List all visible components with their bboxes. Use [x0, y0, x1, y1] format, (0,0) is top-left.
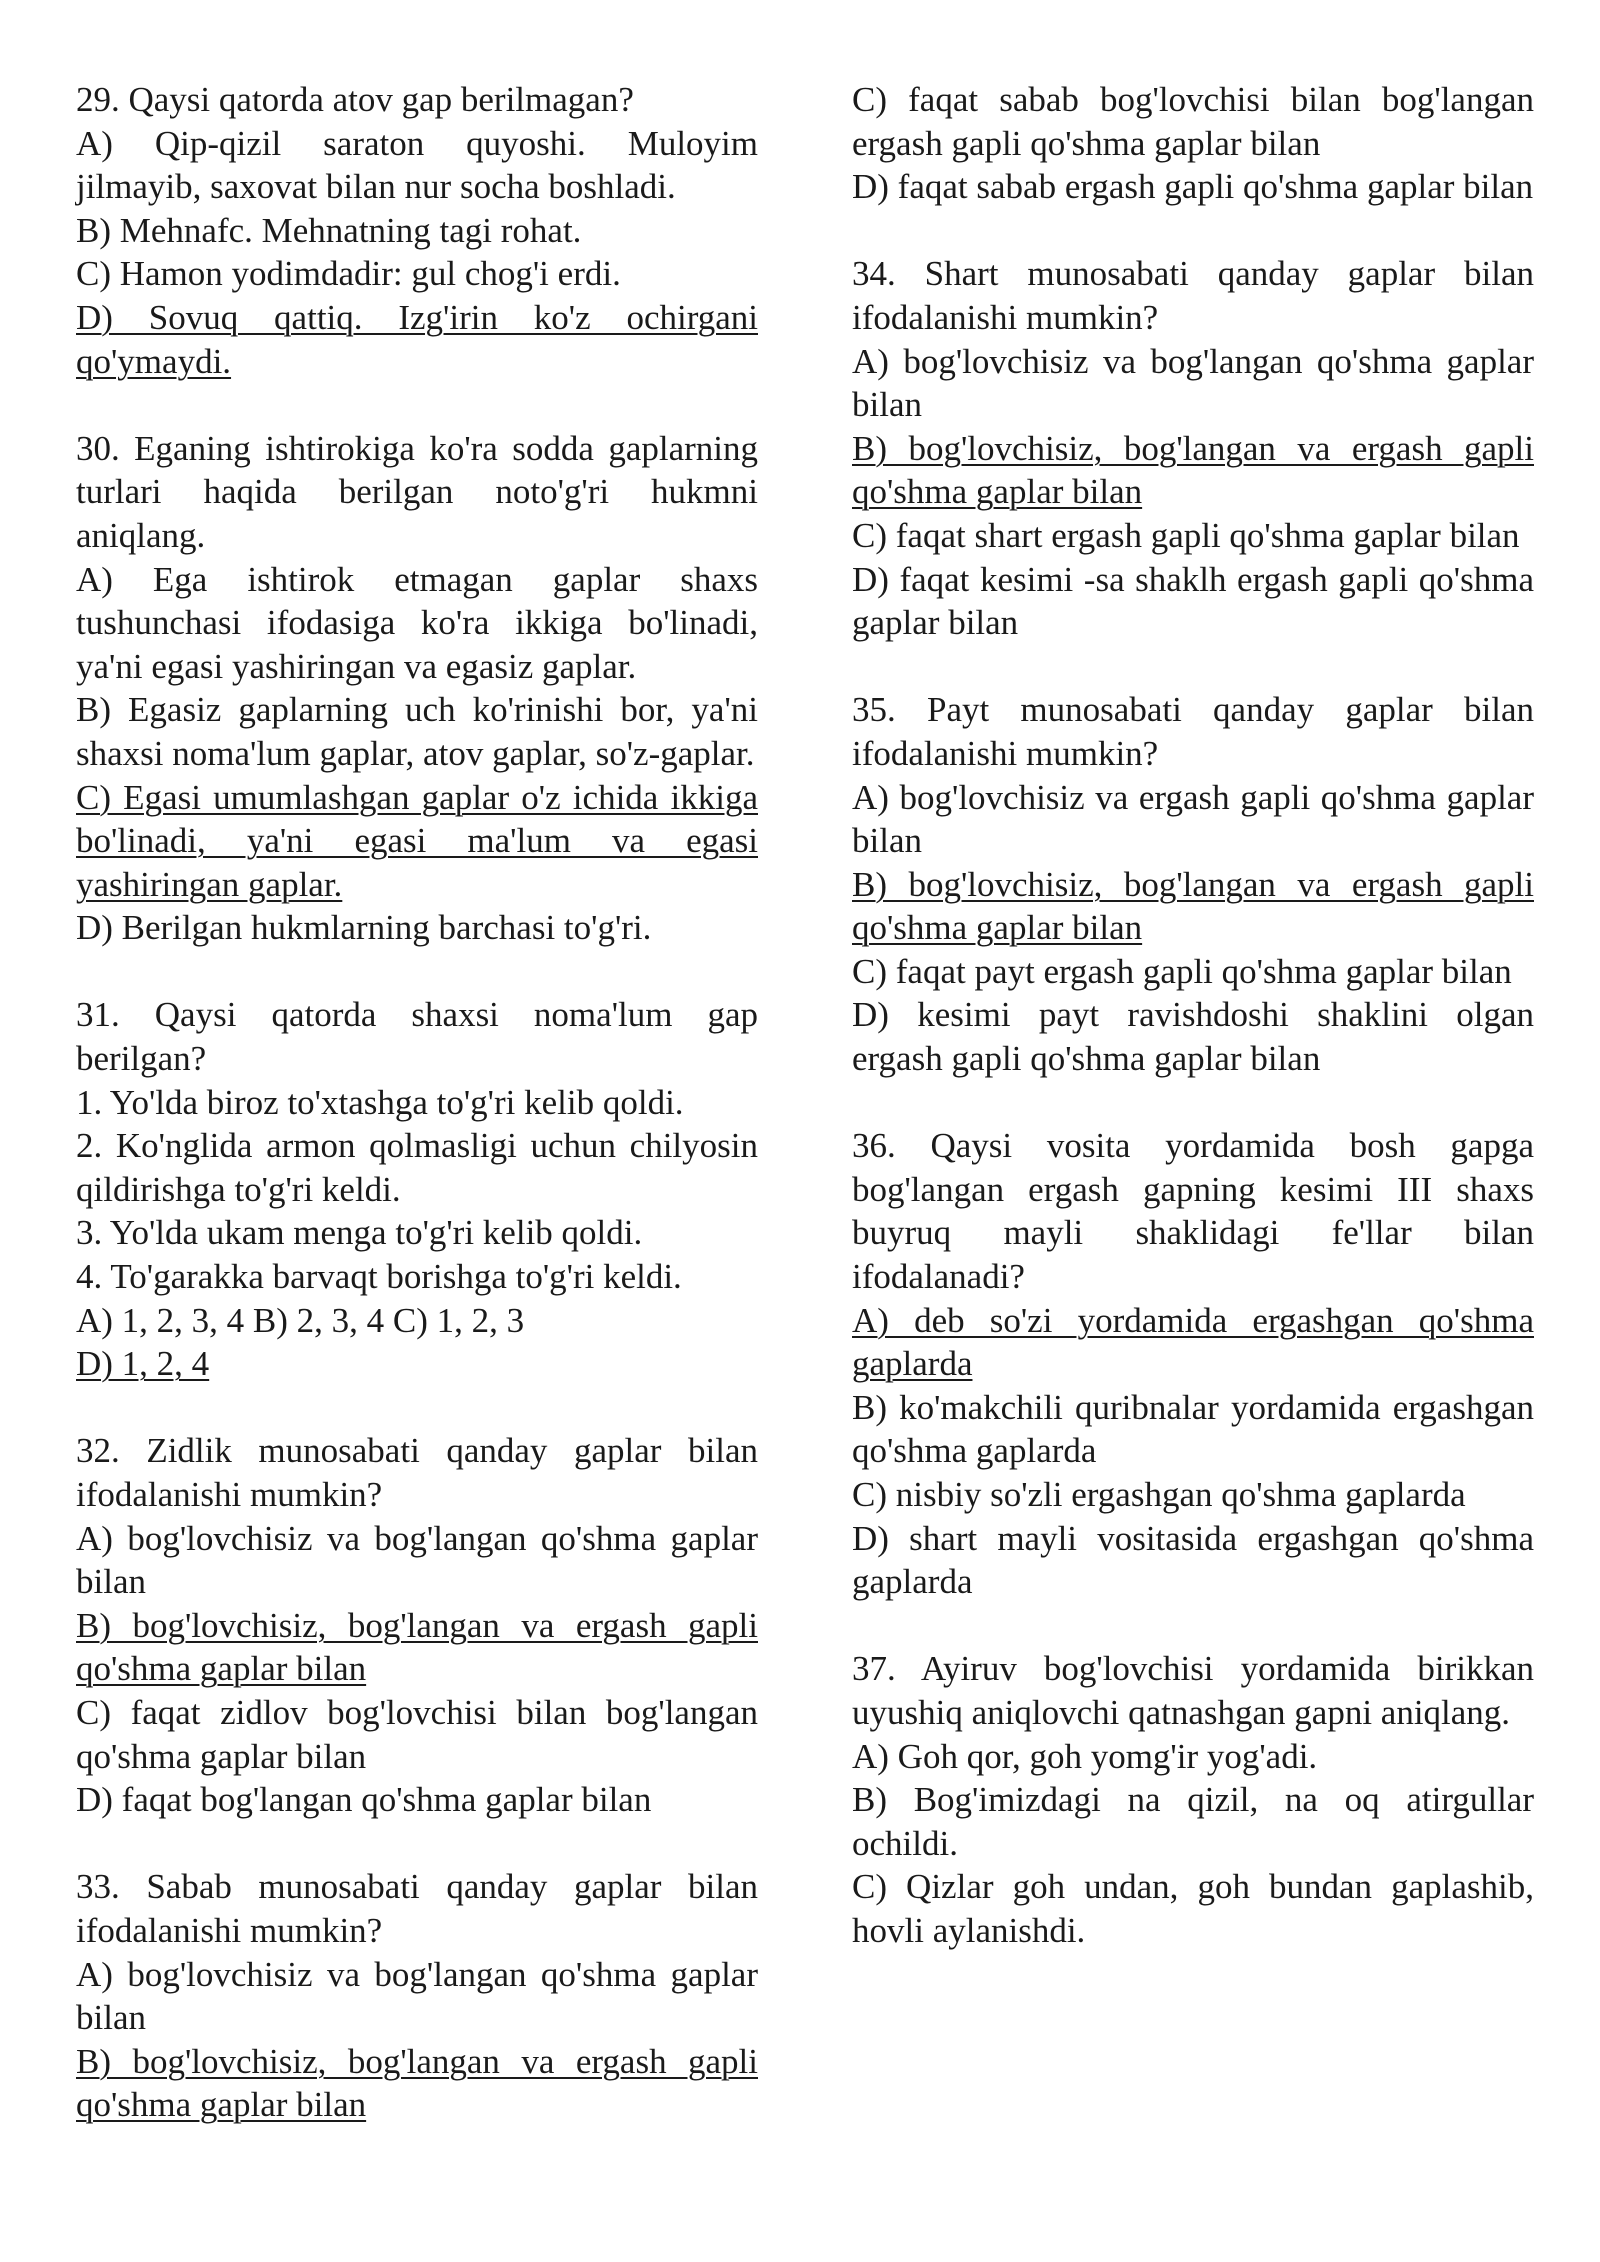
question-block-q32 — [76, 1429, 758, 1821]
text-line — [76, 1081, 758, 1125]
text-line — [76, 209, 758, 253]
question-block-q35 — [852, 688, 1534, 1080]
line-text: 36. Qaysi vosita yordamida bosh gapga bog'langan ergash gapning kesimi III shaxs buyruq mayli shaklidagi fe'llar bilan ifodalanadi? — [852, 1126, 1534, 1297]
text-line — [76, 1517, 758, 1604]
line-text: D) Berilgan hukmlarning barchasi to'g'ri. — [76, 908, 652, 948]
left-column — [76, 78, 758, 2171]
line-text: D) shart mayli vositasida ergashgan qo'shma gaplarda — [852, 1518, 1534, 1602]
text-line — [852, 688, 1534, 775]
line-text: 33. Sabab munosabati qanday gaplar bilan ifodalanishi mumkin? — [76, 1867, 758, 1950]
text-line — [852, 993, 1534, 1080]
line-text: 37. Ayiruv bog'lovchisi yordamida birikkan uyushiq aniqlovchi qatnashgan gapni aniqlang. — [852, 1649, 1534, 1732]
question-block-q30 — [76, 427, 758, 950]
answer-line-correct — [852, 1299, 1534, 1386]
line-text: 35. Payt munosabati qanday gaplar bilan ifodalanishi mumkin? — [852, 690, 1534, 773]
line-text: C) nisbiy so'zli ergashgan qo'shma gaplarda — [852, 1475, 1466, 1514]
text-line — [852, 1473, 1534, 1517]
line-text: C) faqat shart ergash gapli qo'shma gaplar bilan — [852, 515, 1520, 555]
line-text: A) bog'lovchisiz va bog'langan qo'shma gaplar bilan — [852, 341, 1534, 425]
line-text: D) 1, 2, 4 — [76, 1344, 210, 1384]
line-text: B) bog'lovchisiz, bog'langan va ergash gapli qo'shma gaplar bilan — [76, 1605, 758, 1689]
answer-line-correct — [76, 1604, 758, 1691]
text-line — [852, 1517, 1534, 1604]
line-text: D) kesimi payt ravishdoshi shaklini olgan ergash gapli qo'shma gaplar bilan — [852, 995, 1534, 1079]
line-text: A) bog'lovchisiz va ergash gapli qo'shma gaplar bilan — [852, 777, 1534, 861]
answer-line-correct — [852, 863, 1534, 950]
line-text: A) bog'lovchisiz va bog'langan qo'shma gaplar bilan — [76, 1518, 758, 1602]
text-line — [852, 1386, 1534, 1473]
line-text: B) ko'makchili quribnalar yordamida ergashgan qo'shma gaplarda — [852, 1387, 1534, 1471]
text-line — [76, 1211, 758, 1255]
answer-line-correct — [76, 776, 758, 907]
line-text: 32. Zidlik munosabati qanday gaplar bilan ifodalanishi mumkin? — [76, 1431, 758, 1514]
line-text: D) Sovuq qattiq. Izg'irin ko'z ochirgani qo'ymaydi. — [76, 297, 758, 381]
question-block-q36 — [852, 1124, 1534, 1604]
line-text: C) Egasi umumlashgan gaplar o'z ichida ikkiga bo'linadi, ya'ni egasi ma'lum va egasi yashiringan gaplar. — [76, 777, 758, 904]
text-line — [852, 1778, 1534, 1865]
text-line — [76, 427, 758, 558]
line-text: B) bog'lovchisiz, bog'langan va ergash gapli qo'shma gaplar bilan — [852, 864, 1534, 948]
line-text: A) bog'lovchisiz va bog'langan qo'shma gaplar bilan — [76, 1954, 758, 2038]
text-line — [852, 950, 1534, 994]
line-text: 1. Yo'lda biroz to'xtashga to'g'ri kelib qoldi. — [76, 1082, 684, 1122]
line-text: B) Egasiz gaplarning uch ko'rinishi bor, ya'ni shaxsi noma'lum gaplar, atov gaplar, so'z-gaplar. — [76, 690, 758, 773]
text-line — [76, 122, 758, 209]
answer-line-correct — [852, 427, 1534, 514]
line-text: B) bog'lovchisiz, bog'langan va ergash gapli qo'shma gaplar bilan — [76, 2041, 758, 2125]
line-text: 4. To'garakka barvaqt borishga to'g'ri keldi. — [76, 1257, 682, 1297]
text-line — [76, 252, 758, 296]
question-block-q31 — [76, 993, 758, 1385]
question-block-q33-cont — [852, 78, 1534, 209]
text-line — [76, 1255, 758, 1299]
text-line — [852, 1735, 1534, 1779]
line-text: A) Qip-qizil saraton quyoshi. Muloyim jilmayib, saxovat bilan nur socha boshladi. — [76, 123, 758, 207]
question-block-q29 — [76, 78, 758, 383]
line-text: B) Mehnafc. Mehnatning tagi rohat. — [76, 210, 582, 250]
question-block-q37 — [852, 1647, 1534, 1952]
line-text: 31. Qaysi qatorda shaxsi noma'lum gap berilgan? — [76, 995, 758, 1079]
text-line — [852, 514, 1534, 558]
question-block-q33 — [76, 1865, 758, 2127]
text-line — [76, 1691, 758, 1778]
right-column — [852, 78, 1534, 1996]
line-text: 2. Ko'nglida armon qolmasligi uchun chilyosin qildirishga to'g'ri keldi. — [76, 1126, 758, 1209]
text-line — [852, 776, 1534, 863]
text-line — [76, 1429, 758, 1516]
text-line — [76, 906, 758, 950]
line-text: D) faqat sabab ergash gapli qo'shma gaplar bilan — [852, 167, 1534, 207]
text-line — [852, 558, 1534, 645]
text-line — [76, 78, 758, 122]
text-line — [852, 165, 1534, 209]
line-text: A) 1, 2, 3, 4 B) 2, 3, 4 C) 1, 2, 3 — [76, 1300, 525, 1340]
text-line — [852, 340, 1534, 427]
text-line — [76, 558, 758, 689]
line-text: D) faqat kesimi -sa shaklh ergash gapli qo'shma gaplar bilan — [852, 559, 1534, 643]
answer-line-correct — [76, 296, 758, 383]
line-text: 3. Yo'lda ukam menga to'g'ri kelib qoldi. — [76, 1213, 643, 1253]
line-text: C) faqat payt ergash gapli qo'shma gaplar bilan — [852, 951, 1512, 991]
answer-line-correct — [76, 2040, 758, 2127]
line-text: C) faqat zidlov bog'lovchisi bilan bog'langan qo'shma gaplar bilan — [76, 1692, 758, 1776]
question-block-q34 — [852, 252, 1534, 644]
text-line — [852, 252, 1534, 339]
line-text: C) Hamon yodimdadir: gul chog'i erdi. — [76, 254, 621, 294]
text-line — [852, 1124, 1534, 1298]
text-line — [76, 1299, 758, 1343]
text-line — [76, 1865, 758, 1952]
text-line — [76, 1124, 758, 1211]
line-text: C) Qizlar goh undan, goh bundan gaplashib, hovli aylanishdi. — [852, 1867, 1534, 1950]
line-text: C) faqat sabab bog'lovchisi bilan bog'langan ergash gapli qo'shma gaplar bilan — [852, 80, 1534, 163]
text-line — [76, 688, 758, 775]
answer-line-correct — [76, 1342, 758, 1386]
line-text: 34. Shart munosabati qanday gaplar bilan ifodalanishi mumkin? — [852, 254, 1534, 337]
line-text: B) Bog'imizdagi na qizil, na oq atirgullar ochildi. — [852, 1780, 1534, 1863]
text-line — [852, 1865, 1534, 1952]
line-text: B) bog'lovchisiz, bog'langan va ergash gapli qo'shma gaplar bilan — [852, 428, 1534, 512]
text-line — [76, 993, 758, 1080]
line-text: 29. Qaysi qatorda atov gap berilmagan? — [76, 80, 634, 119]
text-line — [852, 78, 1534, 165]
text-line — [76, 1778, 758, 1822]
line-text: A) deb so'zi yordamida ergashgan qo'shma gaplarda — [852, 1300, 1534, 1384]
text-line — [852, 1647, 1534, 1734]
line-text: 30. Eganing ishtirokiga ko'ra sodda gaplarning turlari haqida berilgan noto'g'ri hukmni aniqlang. — [76, 428, 758, 555]
line-text: A) Goh qor, goh yomg'ir yog'adi. — [852, 1736, 1318, 1776]
text-line — [76, 1953, 758, 2040]
line-text: D) faqat bog'langan qo'shma gaplar bilan — [76, 1780, 652, 1820]
line-text: A) Ega ishtirok etmagan gaplar shaxs tushunchasi ifodasiga ko'ra ikkiga bo'linadi, ya'ni egasi yashiringan va egasiz gaplar. — [76, 559, 758, 686]
